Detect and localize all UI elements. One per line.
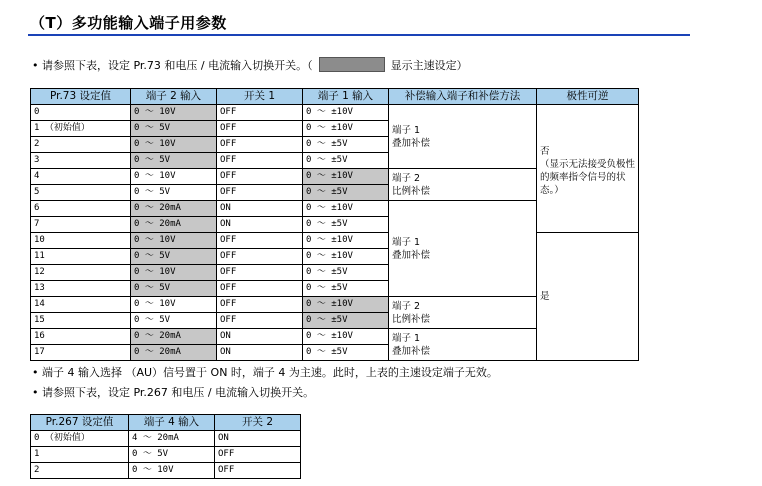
cell-setting: 13 — [31, 281, 131, 297]
note-1-legend-text: 显示主速设定） — [390, 59, 468, 72]
cell-terminal1: 0 ～ ±5V — [303, 345, 389, 361]
cell-setting: 0 （初始值） — [31, 431, 129, 447]
table-header-row — [31, 89, 639, 105]
comp-method: 叠加补偿 — [392, 137, 431, 149]
cell-terminal2: 0 ～ 20mA — [131, 345, 217, 361]
cell-terminal1: 0 ～ ±5V — [303, 137, 389, 153]
table-row — [31, 447, 301, 463]
cell-switch2: ON — [215, 431, 301, 447]
cell-switch1: OFF — [217, 313, 303, 329]
cell-terminal2: 0 ～ 10V — [131, 169, 217, 185]
main-speed-legend-swatch — [319, 57, 385, 72]
col-header-compensation: 补偿输入端子和补偿方法 — [389, 89, 537, 105]
comp-terminal: 端子 1 — [392, 124, 421, 136]
cell-terminal2: 0 ～ 10V — [131, 233, 217, 249]
cell-terminal1: 0 ～ ±5V — [303, 185, 389, 201]
cell-setting: 10 — [31, 233, 131, 249]
comp-terminal: 端子 1 — [392, 332, 421, 344]
cell-switch1: OFF — [217, 137, 303, 153]
cell-terminal1: 0 ～ ±5V — [303, 265, 389, 281]
table-header-row — [31, 415, 301, 431]
instruction-note-3: • 请参照下表，设定 Pr.267 和电压 / 电流输入切换开关。 — [32, 386, 315, 399]
cell-terminal1: 0 ～ ±10V — [303, 121, 389, 137]
cell-terminal2: 0 ～ 20mA — [131, 217, 217, 233]
col-header-terminal2: 端子 2 输入 — [131, 89, 217, 105]
cell-setting: 1 （初始值） — [31, 121, 131, 137]
title-underline — [28, 34, 690, 36]
col-header-switch1: 开关 1 — [217, 89, 303, 105]
cell-terminal1: 0 ～ ±5V — [303, 281, 389, 297]
comp-method: 叠加补偿 — [392, 249, 431, 261]
comp-method: 叠加补偿 — [392, 345, 431, 357]
cell-switch1: OFF — [217, 105, 303, 121]
col-header-terminal4: 端子 4 输入 — [129, 415, 215, 431]
cell-switch2: OFF — [215, 463, 301, 479]
cell-switch1: ON — [217, 217, 303, 233]
comp-terminal: 端子 2 — [392, 300, 421, 312]
cell-switch1: OFF — [217, 249, 303, 265]
cell-terminal2: 0 ～ 20mA — [131, 201, 217, 217]
cell-terminal4: 0 ～ 5V — [129, 447, 215, 463]
cell-switch2: OFF — [215, 447, 301, 463]
table-row — [31, 463, 301, 479]
cell-terminal1: 0 ～ ±10V — [303, 297, 389, 313]
cell-terminal2: 0 ～ 5V — [131, 121, 217, 137]
cell-switch1: OFF — [217, 185, 303, 201]
cell-terminal1: 0 ～ ±10V — [303, 169, 389, 185]
cell-terminal1: 0 ～ ±5V — [303, 217, 389, 233]
cell-switch1: ON — [217, 345, 303, 361]
cell-setting: 1 — [31, 447, 129, 463]
cell-terminal2: 0 ～ 10V — [131, 137, 217, 153]
comp-method: 比例补偿 — [392, 185, 431, 197]
cell-setting: 5 — [31, 185, 131, 201]
instruction-note-1 — [32, 57, 468, 73]
comp-terminal: 端子 1 — [392, 236, 421, 248]
cell-terminal4: 0 ～ 10V — [129, 463, 215, 479]
comp-terminal: 端子 2 — [392, 172, 421, 184]
cell-switch1: OFF — [217, 169, 303, 185]
cell-compensation — [389, 297, 537, 329]
cell-terminal1: 0 ～ ±10V — [303, 201, 389, 217]
polarity-no: 否 — [540, 146, 550, 157]
cell-terminal2: 0 ～ 20mA — [131, 329, 217, 345]
cell-setting: 15 — [31, 313, 131, 329]
cell-terminal2: 0 ～ 5V — [131, 313, 217, 329]
cell-terminal2: 0 ～ 5V — [131, 249, 217, 265]
cell-terminal2: 0 ～ 5V — [131, 281, 217, 297]
cell-switch1: OFF — [217, 153, 303, 169]
cell-switch1: ON — [217, 201, 303, 217]
cell-compensation — [389, 169, 537, 201]
cell-setting: 17 — [31, 345, 131, 361]
cell-setting: 16 — [31, 329, 131, 345]
cell-compensation — [389, 329, 537, 361]
instruction-note-2: • 端子 4 输入选择 （AU）信号置于 ON 时，端子 4 为主速。此时，上表的主速设定端子无效。 — [32, 366, 498, 379]
cell-terminal1: 0 ～ ±10V — [303, 249, 389, 265]
cell-terminal2: 0 ～ 10V — [131, 297, 217, 313]
cell-terminal2: 0 ～ 10V — [131, 105, 217, 121]
cell-terminal1: 0 ～ ±5V — [303, 153, 389, 169]
table-row — [31, 431, 301, 447]
cell-setting: 3 — [31, 153, 131, 169]
cell-switch1: OFF — [217, 281, 303, 297]
polarity-no-note: （显示无法接受负极性的频率指令信号的状态。） — [540, 159, 636, 196]
cell-setting: 2 — [31, 463, 129, 479]
pr73-settings-table — [30, 88, 639, 361]
col-header-terminal1: 端子 1 输入 — [303, 89, 389, 105]
cell-terminal2: 0 ～ 5V — [131, 185, 217, 201]
cell-polarity-no — [537, 105, 639, 233]
col-header-polarity: 极性可逆 — [537, 89, 639, 105]
cell-terminal1: 0 ～ ±10V — [303, 329, 389, 345]
section-title: （T）多功能输入端子用参数 — [30, 14, 227, 32]
cell-terminal1: 0 ～ ±10V — [303, 105, 389, 121]
cell-switch1: OFF — [217, 265, 303, 281]
table-row — [31, 105, 639, 121]
cell-setting: 4 — [31, 169, 131, 185]
note-1-text: • 请参照下表，设定 Pr.73 和电压 / 电流输入切换开关。（ — [32, 59, 313, 72]
col-header-pr267: Pr.267 设定值 — [31, 415, 129, 431]
pr267-settings-table — [30, 414, 301, 479]
cell-setting: 7 — [31, 217, 131, 233]
cell-setting: 12 — [31, 265, 131, 281]
comp-method: 比例补偿 — [392, 313, 431, 325]
cell-compensation — [389, 105, 537, 169]
cell-terminal1: 0 ～ ±5V — [303, 313, 389, 329]
col-header-pr73: Pr.73 设定值 — [31, 89, 131, 105]
cell-switch1: OFF — [217, 297, 303, 313]
cell-terminal2: 0 ～ 10V — [131, 265, 217, 281]
cell-terminal2: 0 ～ 5V — [131, 153, 217, 169]
cell-switch1: OFF — [217, 121, 303, 137]
cell-setting: 2 — [31, 137, 131, 153]
cell-terminal1: 0 ～ ±10V — [303, 233, 389, 249]
cell-compensation — [389, 201, 537, 297]
cell-switch1: ON — [217, 329, 303, 345]
cell-setting: 6 — [31, 201, 131, 217]
cell-terminal4: 4 ～ 20mA — [129, 431, 215, 447]
cell-setting: 0 — [31, 105, 131, 121]
col-header-switch2: 开关 2 — [215, 415, 301, 431]
table-row — [31, 233, 639, 249]
cell-setting: 11 — [31, 249, 131, 265]
cell-polarity-yes: 是 — [537, 233, 639, 361]
cell-switch1: OFF — [217, 233, 303, 249]
cell-setting: 14 — [31, 297, 131, 313]
